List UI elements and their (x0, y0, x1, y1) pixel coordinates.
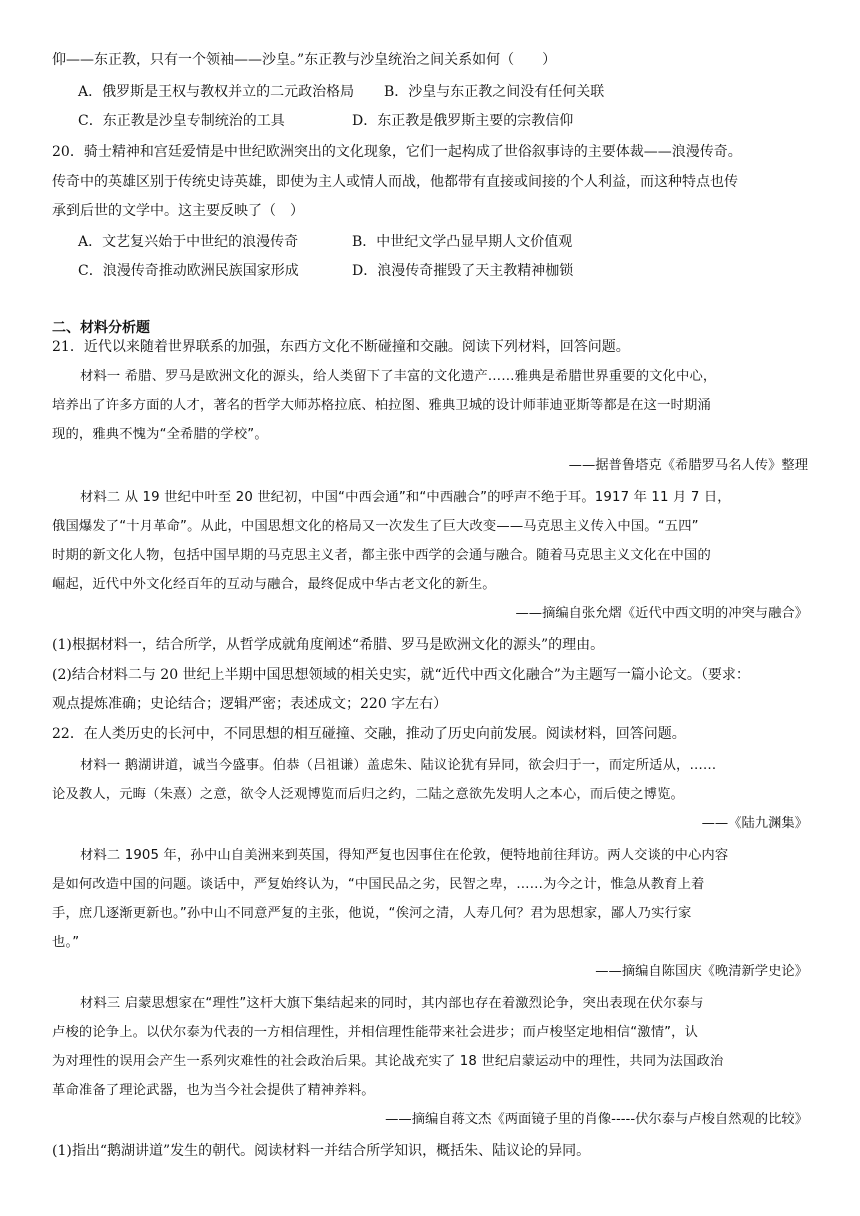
section-title: 二、材料分析题 (52, 320, 150, 336)
q20-option-b[interactable]: B．中世纪文学凸显早期人文价值观 (352, 234, 573, 250)
q21-material-2-line-4: 崛起，近代中外文化经百年的互动与融合，最终促成中华古老文化的新生。 (52, 577, 496, 592)
q20-option-c[interactable]: C．浪漫传奇推动欧洲民族国家形成 (78, 263, 299, 279)
q22-material-2-line-3: 手，庶几逐渐更新也。”孙中山不同意严复的主张，他说，“俟河之清，人寿几何？君为思想家，鄙人乃实行家 (52, 906, 692, 921)
q22-intro: 22．在人类历史的长河中，不同思想的相互碰撞、交融，推动了历史向前发展。阅读材料，回答问题。 (52, 726, 686, 742)
q20-option-a[interactable]: A．文艺复兴始于中世纪的浪漫传奇 (78, 234, 299, 250)
q21-material-1-line-3: 现的，雅典不愧为“全希腊的学校”。 (52, 427, 268, 442)
q22-material-2-line-1: 材料二 1905 年，孙中山自美洲来到英国，得知严复也因事住在伦敦，便特地前往拜访。两人交谈的中心内容 (80, 848, 729, 863)
q21-material-1-line-1: 材料一 希腊、罗马是欧洲文化的源头，给人类留下了丰富的文化遗产……雅典是希腊世界重要的文化中心， (80, 369, 717, 384)
q22-material-1-line-1: 材料一 鹅湖讲道，诚当今盛事。伯恭（吕祖谦）盖虑朱、陆议论犹有异同，欲会归于一，而定所适从，…… (80, 758, 717, 773)
q21-sub-question-1: (1)根据材料一，结合所学，从哲学成就角度阐述“希腊、罗马是欧洲文化的源头”的理由。 (52, 637, 605, 653)
q22-material-3-line-3: 为对理性的误用会产生一系列灾难性的社会政治后果。其论战充实了 18 世纪启蒙运动中的理性，共同为法国政治 (52, 1054, 724, 1069)
q22-material-3-source: ——摘编自蒋文杰《两面镜子里的肖像-----伏尔泰与卢梭自然观的比较》 (385, 1112, 808, 1127)
q21-material-2-source: ——摘编自张允熠《近代中西文明的冲突与融合》 (515, 606, 808, 621)
q19-option-c[interactable]: C．东正教是沙皇专制统治的工具 (78, 113, 285, 129)
q21-material-2-line-1: 材料二 从 19 世纪中叶至 20 世纪初，中国“中西会通”和“中西融合”的呼声不绝于耳。1917 年 11 月 7 日， (80, 490, 731, 505)
q22-material-2-source: ——摘编自陈国庆《晚清新学史论》 (595, 964, 808, 979)
q22-material-2-line-4: 也。” (52, 935, 80, 950)
q19-option-b[interactable]: B．沙皇与东正教之间没有任何关联 (384, 84, 605, 100)
q22-material-3-line-2: 卢梭的论争上。以伏尔泰为代表的一方相信理性，并相信理性能带来社会进步；而卢梭坚定地相信“激情”，认 (52, 1025, 699, 1040)
q22-sub-question-1: (1)指出“鹅湖讲道”发生的朝代。阅读材料一并结合所学知识，概括朱、陆议论的异同。 (52, 1143, 591, 1159)
q22-material-3-line-4: 革命准备了理论武器，也为当今社会提供了精神养料。 (52, 1083, 375, 1098)
q20-option-d[interactable]: D．浪漫传奇摧毁了天主教精神枷锁 (352, 263, 574, 279)
q21-material-1-source: ——据普鲁塔克《希腊罗马名人传》整理 (568, 458, 808, 473)
q22-material-2-line-2: 是如何改造中国的问题。谈话中，严复始终认为，“中国民品之劣，民智之卑，……为今之计，惟急从教育上着 (52, 877, 705, 892)
q20-stem-line-3: 承到后世的文学中。这主要反映了（ ） (52, 203, 304, 219)
q21-intro: 21．近代以来随着世界联系的加强，东西方文化不断碰撞和交融。阅读下列材料，回答问题。 (52, 339, 630, 355)
q21-material-2-line-3: 时期的新文化人物，包括中国早期的马克思主义者，都主张中西学的会通与融合。随着马克思主义文化在中国的 (52, 548, 711, 563)
q22-material-1-source: ——《陆九渊集》 (701, 816, 808, 831)
q19-option-a[interactable]: A．俄罗斯是王权与教权并立的二元政治格局 (78, 84, 355, 100)
q19-stem-tail: 仰——东正教，只有一个领袖——沙皇。”东正教与沙皇统治之间关系如何（ ） (52, 52, 557, 68)
q22-material-1-line-2: 论及教人，元晦（朱熹）之意，欲令人泛观博览而后归之约，二陆之意欲先发明人之本心，而后使之博览。 (52, 787, 685, 802)
q21-material-1-line-2: 培养出了许多方面的人才，著名的哲学大师苏格拉底、柏拉图、雅典卫城的设计师菲迪亚斯等都是在这一时期涌 (52, 398, 711, 413)
q20-stem-line-1: 20．骑士精神和宫廷爱情是中世纪欧洲突出的文化现象，它们一起构成了世俗叙事诗的主要体裁——浪漫传奇。 (52, 144, 742, 160)
q20-stem-line-2: 传奇中的英雄区别于传统史诗英雄，即使为主人或情人而战，他都带有直接或间接的个人利益，而这种特点也传 (52, 174, 738, 190)
q21-sub-question-2-line-2: 观点提炼准确；史论结合；逻辑严密；表述成文；220 字左右） (52, 696, 448, 712)
q21-material-2-line-2: 俄国爆发了“十月革命”。从此，中国思想文化的格局又一次发生了巨大改变——马克思主义传入中国。“五四” (52, 519, 699, 534)
q19-option-d[interactable]: D．东正教是俄罗斯主要的宗教信仰 (352, 113, 574, 129)
q22-material-3-line-1: 材料三 启蒙思想家在“理性”这杆大旗下集结起来的同时，其内部也存在着激烈论争，突出表现在伏尔泰与 (80, 996, 704, 1011)
q21-sub-question-2-line-1: (2)结合材料二与 20 世纪上半期中国思想领域的相关史实，就“近代中西文化融合”为主题写一篇小论文。（要求： (52, 667, 750, 683)
